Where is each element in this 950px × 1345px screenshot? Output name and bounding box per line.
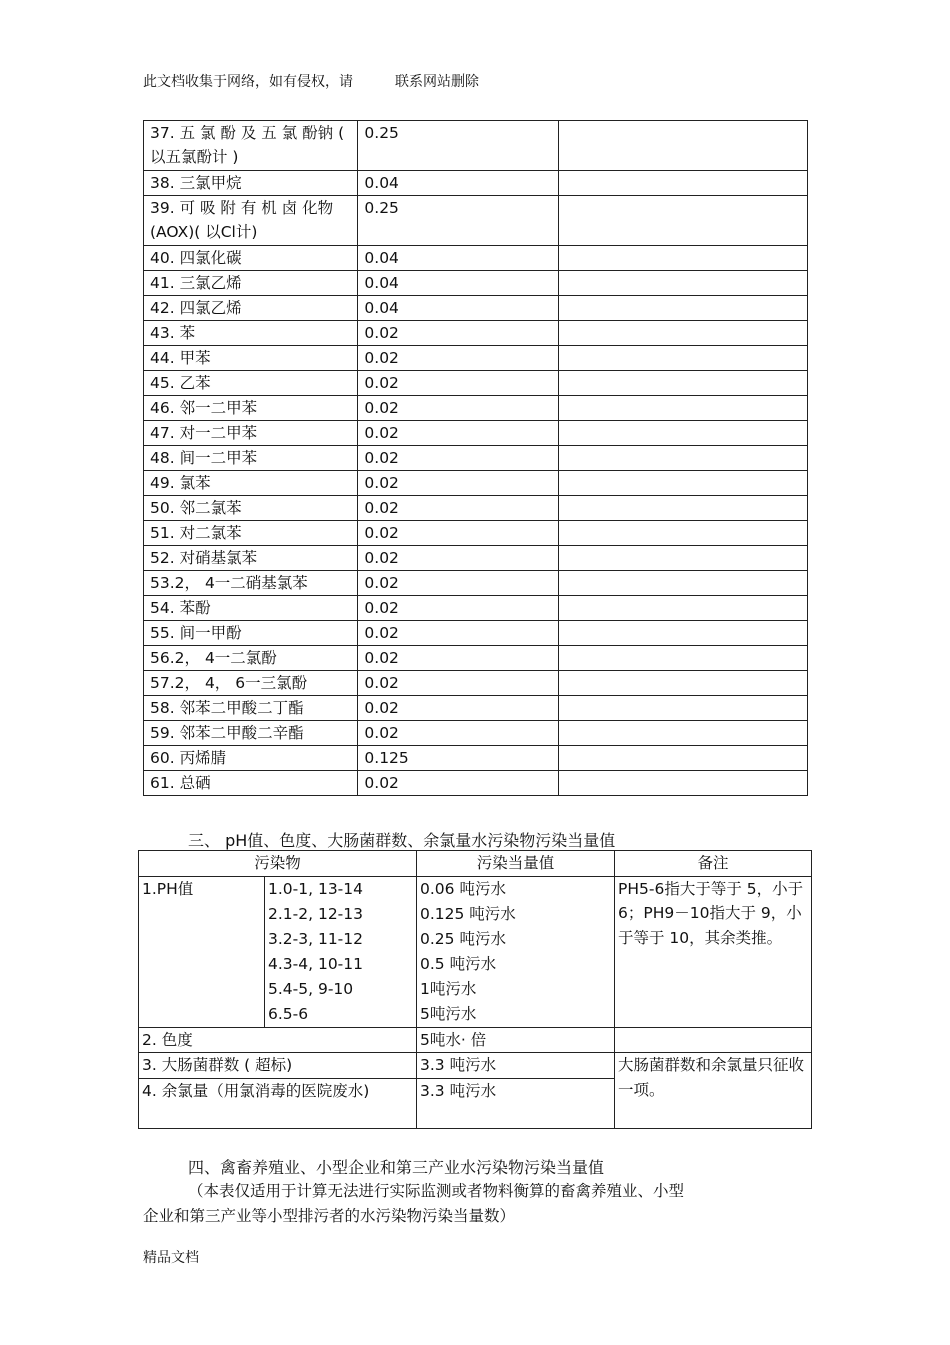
header-text-right: 联系网站删除 bbox=[395, 74, 479, 90]
ph-note: PH5-6指大于等于 5，小于6；PH9－10指大于 9，小于等于 10，其余类推。 bbox=[615, 876, 812, 1027]
pollutant-value: 0.02 bbox=[358, 496, 559, 521]
ph-value: 0.5 吨污水 bbox=[420, 954, 497, 973]
pollutant-remark bbox=[558, 671, 807, 696]
pollutant-value: 0.02 bbox=[358, 446, 559, 471]
table-row bbox=[144, 421, 808, 446]
pollutant-name: 44. 甲苯 bbox=[144, 346, 358, 371]
pollutant-remark bbox=[558, 446, 807, 471]
pollutant-name: 58. 邻苯二甲酸二丁酯 bbox=[144, 696, 358, 721]
table-row bbox=[144, 396, 808, 421]
chlorine-label: 4. 余氯量（用氯消毒的医院废水) bbox=[139, 1078, 417, 1128]
pollutant-name: 46. 邻一二甲苯 bbox=[144, 396, 358, 421]
table-row bbox=[144, 571, 808, 596]
pollutant-name: 40. 四氯化碳 bbox=[144, 246, 358, 271]
pollutant-name: 52. 对硝基氯苯 bbox=[144, 546, 358, 571]
pollutant-name: 49. 氯苯 bbox=[144, 471, 358, 496]
pollutant-remark bbox=[558, 246, 807, 271]
pollutant-value: 0.125 bbox=[358, 746, 559, 771]
header-text-left: 此文档收集于网络，如有侵权，请 bbox=[143, 74, 353, 90]
table-row bbox=[144, 621, 808, 646]
table-row bbox=[144, 721, 808, 746]
pollutant-remark bbox=[558, 371, 807, 396]
pollutant-remark bbox=[558, 721, 807, 746]
ph-value: 0.125 吨污水 bbox=[420, 904, 516, 923]
ph-value: 0.25 吨污水 bbox=[420, 929, 506, 948]
ph-values bbox=[417, 876, 615, 1027]
color-value: 5吨水· 倍 bbox=[417, 1027, 615, 1053]
table-row bbox=[144, 271, 808, 296]
pollutant-remark bbox=[558, 771, 807, 796]
table-row bbox=[144, 346, 808, 371]
ph-table bbox=[138, 850, 812, 1129]
pollutant-name: 41. 三氯乙烯 bbox=[144, 271, 358, 296]
ph-value: 1吨污水 bbox=[420, 979, 477, 998]
pollutant-name: 47. 对一二甲苯 bbox=[144, 421, 358, 446]
table-row bbox=[144, 196, 808, 246]
table-row bbox=[144, 671, 808, 696]
pollutant-value: 0.02 bbox=[358, 671, 559, 696]
section-4-note-line2: 企业和第三产业等小型排污者的水污染物污染当量数） bbox=[143, 1207, 516, 1225]
pollutant-name: 37. 五 氯 酚 及 五 氯 酚钠 ( 以五氯酚计 ) bbox=[144, 121, 358, 171]
coliform-label: 3. 大肠菌群数 ( 超标) bbox=[139, 1053, 417, 1079]
table-row bbox=[144, 246, 808, 271]
table-row bbox=[144, 471, 808, 496]
ph-range: 3.2-3, 11-12 bbox=[268, 929, 363, 948]
pollutant-remark bbox=[558, 646, 807, 671]
pollutant-name: 54. 苯酚 bbox=[144, 596, 358, 621]
page-header bbox=[143, 71, 479, 91]
table-row bbox=[144, 446, 808, 471]
col-header-equiv: 污染当量值 bbox=[417, 851, 615, 877]
pollutant-value: 0.25 bbox=[358, 196, 559, 246]
pollutant-name: 53.2， 4一二硝基氯苯 bbox=[144, 571, 358, 596]
table-row bbox=[144, 746, 808, 771]
pollutant-remark bbox=[558, 296, 807, 321]
pollutant-value: 0.02 bbox=[358, 546, 559, 571]
pollutant-value: 0.04 bbox=[358, 271, 559, 296]
col-header-note: 备注 bbox=[615, 851, 812, 877]
pollutant-value: 0.02 bbox=[358, 646, 559, 671]
table-row bbox=[144, 296, 808, 321]
pollutant-remark bbox=[558, 621, 807, 646]
pollutant-name: 43. 苯 bbox=[144, 321, 358, 346]
table-row bbox=[144, 596, 808, 621]
pollutant-remark bbox=[558, 346, 807, 371]
ph-ranges bbox=[265, 876, 417, 1027]
pollutant-value: 0.04 bbox=[358, 246, 559, 271]
pollutant-value: 0.02 bbox=[358, 421, 559, 446]
pollutant-value: 0.04 bbox=[358, 296, 559, 321]
pollutant-remark bbox=[558, 321, 807, 346]
pollutant-value: 0.02 bbox=[358, 471, 559, 496]
pollutant-name: 57.2， 4， 6一三氯酚 bbox=[144, 671, 358, 696]
pollutant-value: 0.02 bbox=[358, 721, 559, 746]
pollutant-remark bbox=[558, 171, 807, 196]
pollutant-value: 0.04 bbox=[358, 171, 559, 196]
table-row bbox=[144, 496, 808, 521]
table-row bbox=[144, 371, 808, 396]
pollutant-name: 45. 乙苯 bbox=[144, 371, 358, 396]
table-row bbox=[144, 546, 808, 571]
pollutant-remark bbox=[558, 521, 807, 546]
pollutant-remark bbox=[558, 196, 807, 246]
table-row bbox=[144, 771, 808, 796]
coliform-note: 大肠菌群数和余氯量只征收一项。 bbox=[615, 1053, 812, 1129]
coliform-value: 3.3 吨污水 bbox=[417, 1053, 615, 1079]
pollutant-remark bbox=[558, 546, 807, 571]
pollutant-name: 61. 总硒 bbox=[144, 771, 358, 796]
pollutant-value: 0.02 bbox=[358, 596, 559, 621]
section-4-note-line1: （本表仅适用于计算无法进行实际监测或者物料衡算的畜禽养殖业、小型 bbox=[188, 1182, 685, 1200]
color-note bbox=[615, 1027, 812, 1053]
pollutant-value: 0.02 bbox=[358, 771, 559, 796]
pollutant-table-1 bbox=[143, 120, 808, 796]
ph-range: 4.3-4, 10-11 bbox=[268, 954, 363, 973]
pollutant-name: 56.2， 4一二氯酚 bbox=[144, 646, 358, 671]
pollutant-remark bbox=[558, 746, 807, 771]
pollutant-table-1-body bbox=[144, 121, 808, 796]
table-row bbox=[144, 321, 808, 346]
ph-range: 2.1-2, 12-13 bbox=[268, 904, 363, 923]
ph-value: 0.06 吨污水 bbox=[420, 879, 506, 898]
table-row bbox=[144, 696, 808, 721]
color-label: 2. 色度 bbox=[139, 1027, 417, 1053]
pollutant-remark bbox=[558, 121, 807, 171]
section-3-heading: 三、 pH值、色度、大肠菌群数、余氯量水污染物污染当量值 bbox=[188, 831, 616, 850]
table-row bbox=[144, 121, 808, 171]
pollutant-name: 59. 邻苯二甲酸二辛酯 bbox=[144, 721, 358, 746]
page-footer: 精品文档 bbox=[143, 1250, 199, 1266]
pollutant-value: 0.02 bbox=[358, 396, 559, 421]
pollutant-value: 0.02 bbox=[358, 371, 559, 396]
col-header-pollutant: 污染物 bbox=[139, 851, 417, 877]
ph-label: 1.PH值 bbox=[139, 876, 265, 1027]
pollutant-name: 50. 邻二氯苯 bbox=[144, 496, 358, 521]
pollutant-value: 0.25 bbox=[358, 121, 559, 171]
table-row bbox=[144, 521, 808, 546]
pollutant-name: 51. 对二氯苯 bbox=[144, 521, 358, 546]
ph-value: 5吨污水 bbox=[420, 1004, 477, 1023]
pollutant-remark bbox=[558, 471, 807, 496]
pollutant-name: 39. 可 吸 附 有 机 卤 化物 (AOX)( 以Cl计) bbox=[144, 196, 358, 246]
pollutant-value: 0.02 bbox=[358, 321, 559, 346]
pollutant-remark bbox=[558, 496, 807, 521]
ph-range: 5.4-5, 9-10 bbox=[268, 979, 354, 998]
chlorine-value: 3.3 吨污水 bbox=[417, 1078, 615, 1128]
pollutant-remark bbox=[558, 571, 807, 596]
pollutant-value: 0.02 bbox=[358, 571, 559, 596]
pollutant-remark bbox=[558, 596, 807, 621]
ph-range: 6.5-6 bbox=[268, 1004, 309, 1023]
pollutant-value: 0.02 bbox=[358, 621, 559, 646]
pollutant-name: 55. 间一甲酚 bbox=[144, 621, 358, 646]
table-row bbox=[144, 171, 808, 196]
ph-range: 1.0-1, 13-14 bbox=[268, 879, 363, 898]
pollutant-remark bbox=[558, 696, 807, 721]
pollutant-value: 0.02 bbox=[358, 521, 559, 546]
pollutant-remark bbox=[558, 396, 807, 421]
pollutant-name: 38. 三氯甲烷 bbox=[144, 171, 358, 196]
pollutant-remark bbox=[558, 421, 807, 446]
table-row bbox=[144, 646, 808, 671]
pollutant-name: 42. 四氯乙烯 bbox=[144, 296, 358, 321]
pollutant-name: 48. 间一二甲苯 bbox=[144, 446, 358, 471]
pollutant-name: 60. 丙烯腈 bbox=[144, 746, 358, 771]
section-4-heading: 四、禽畜养殖业、小型企业和第三产业水污染物污染当量值 bbox=[188, 1158, 605, 1177]
pollutant-remark bbox=[558, 271, 807, 296]
pollutant-value: 0.02 bbox=[358, 346, 559, 371]
pollutant-value: 0.02 bbox=[358, 696, 559, 721]
